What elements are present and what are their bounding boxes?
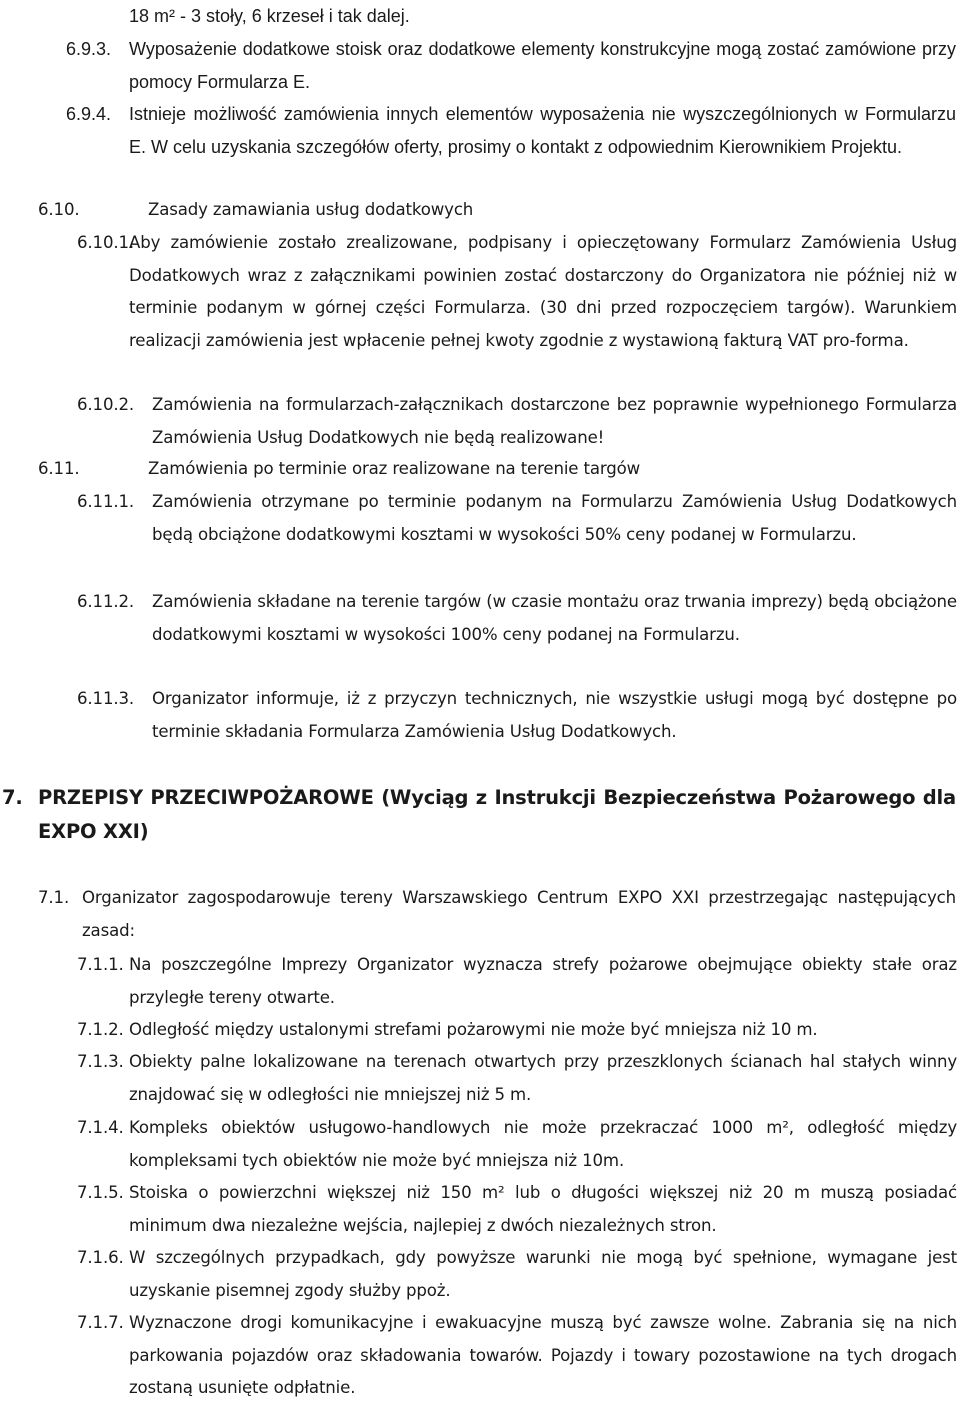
line-text: 18 m² - 3 stoły, 6 krzeseł i tak dalej. [129, 6, 410, 26]
item-number: 6.10.2. [77, 395, 135, 414]
section-item [77, 683, 957, 749]
section-heading [38, 453, 938, 486]
section-item [77, 1307, 957, 1402]
section-item [77, 1112, 957, 1178]
item-number: 6.11.3. [77, 689, 135, 708]
item-number: 7.1.5. [77, 1183, 124, 1202]
section-item [77, 389, 957, 455]
item-text: Obiekty palne lokalizowane na terenach otwartych przy przeszklonych ścianach hal stałych winny znajdować się w odległości nie mniejszej niż 5 m. [129, 1052, 957, 1104]
heading-number: 6.10. [38, 200, 80, 219]
section-item [77, 1046, 957, 1112]
item-number: 7.1.3. [77, 1052, 124, 1071]
item-number: 7.1.2. [77, 1020, 124, 1039]
heading-text: Zasady zamawiania usług dodatkowych [148, 200, 474, 219]
item-text: Organizator informuje, iż z przyczyn technicznych, nie wszystkie usługi mogą być dostępne po terminie składania Formularza Zamówienia Usług Dodatkowych. [152, 689, 957, 741]
item-number: 7.1.1. [77, 955, 124, 974]
text-line [129, 0, 929, 33]
item-text: Na poszczególne Imprezy Organizator wyznacza strefy pożarowe obejmujące obiekty stałe oraz przyległe tereny otwarte. [129, 955, 957, 1007]
section-item [77, 1014, 957, 1047]
item-text: Wyznaczone drogi komunikacyjne i ewakuacyjne muszą być zawsze wolne. Zabrania się na nich parkowania pojazdów oraz składowania towarów. Pojazdy i towary pozostawione na tych drogach zostaną usunięte odpłatnie. [129, 1313, 957, 1397]
item-number: 6.9.3. [66, 39, 112, 59]
item-number: 6.11.2. [77, 592, 135, 611]
section-heading [38, 194, 938, 227]
chapter-title: PRZEPISY PRZECIWPOŻAROWE (Wyciąg z Instrukcji Bezpieczeństwa Pożarowego dla EXPO XXI) [38, 786, 956, 843]
item-text: Wyposażenie dodatkowe stoisk oraz dodatkowe elementy konstrukcyjne mogą zostać zamówione przy pomocy Formularza E. [129, 39, 956, 92]
section-item [38, 882, 958, 948]
item-text: Zamówienia składane na terenie targów (w czasie montażu oraz trwania imprezy) będą obciążone dodatkowymi kosztami w wysokości 100% ceny podanej na Formularzu. [152, 592, 957, 644]
item-text: Odległość między ustalonymi strefami pożarowymi nie może być mniejsza niż 10 m. [129, 1020, 818, 1039]
item-text: W szczególnych przypadkach, gdy powyższe warunki nie mogą być spełnione, wymagane jest uzyskanie pisemnej zgody służby ppoż. [129, 1248, 957, 1300]
item-number: 7.1.7. [77, 1313, 124, 1332]
item-text: Zamówienia na formularzach-załącznikach dostarczone bez poprawnie wypełnionego Formularza Zamówienia Usług Dodatkowych nie będą realizowane! [152, 395, 957, 447]
item-text: Kompleks obiektów usługowo-handlowych nie może przekraczać 1000 m², odległość między kompleksami tych obiektów nie może być mniejsza niż 10m. [129, 1118, 957, 1170]
section-item [66, 33, 956, 98]
item-text: Organizator zagospodarowuje tereny Warszawskiego Centrum EXPO XXI przestrzegając następujących zasad: [82, 888, 956, 940]
section-item [77, 227, 957, 391]
section-item [77, 586, 957, 686]
section-item [66, 98, 956, 196]
heading-number: 6.11. [38, 459, 80, 478]
item-number: 6.11.1. [77, 492, 135, 511]
item-text: Zamówienia otrzymane po terminie podanym na Formularzu Zamówienia Usług Dodatkowych będą obciążone dodatkowymi kosztami w wysokości 50% ceny podanej w Formularzu. [152, 492, 957, 544]
section-item [77, 486, 957, 586]
item-number: 6.9.4. [66, 104, 112, 124]
item-text: Stoiska o powierzchni większej niż 150 m² lub o długości większej niż 20 m muszą posiadać minimum dwa niezależne wejścia, najlepiej z dwóch niezależnych stron. [129, 1183, 957, 1235]
section-item [77, 1242, 957, 1308]
item-number: 7.1.6. [77, 1248, 124, 1267]
item-number: 7.1.4. [77, 1118, 124, 1137]
item-text: Istnieje możliwość zamówienia innych elementów wyposażenia nie wyszczególnionych w Formularzu E. W celu uzyskania szczegółów oferty, prosimy o kontakt z odpowiednim Kierownikiem Projektu. [129, 104, 956, 157]
section-item [77, 1177, 957, 1243]
item-number: 7.1. [38, 888, 70, 907]
item-text: Aby zamówienie zostało zrealizowane, podpisany i opieczętowany Formularz Zamówienia Usług Dodatkowych wraz z załącznikami powinien zostać dostarczony do Organizatora nie później niż w terminie podanym w górnej części Formularza. (30 dni przed rozpoczęciem targów). Warunkiem realizacji zamówienia jest wpłacenie pełnej kwoty zgodnie z wystawioną fakturą VAT pro-forma. [129, 233, 957, 350]
chapter-heading [2, 781, 957, 851]
item-number: 6.10.1. [77, 233, 135, 252]
chapter-number: 7. [2, 786, 23, 809]
heading-text: Zamówienia po terminie oraz realizowane na terenie targów [148, 459, 641, 478]
section-item [77, 949, 957, 1015]
